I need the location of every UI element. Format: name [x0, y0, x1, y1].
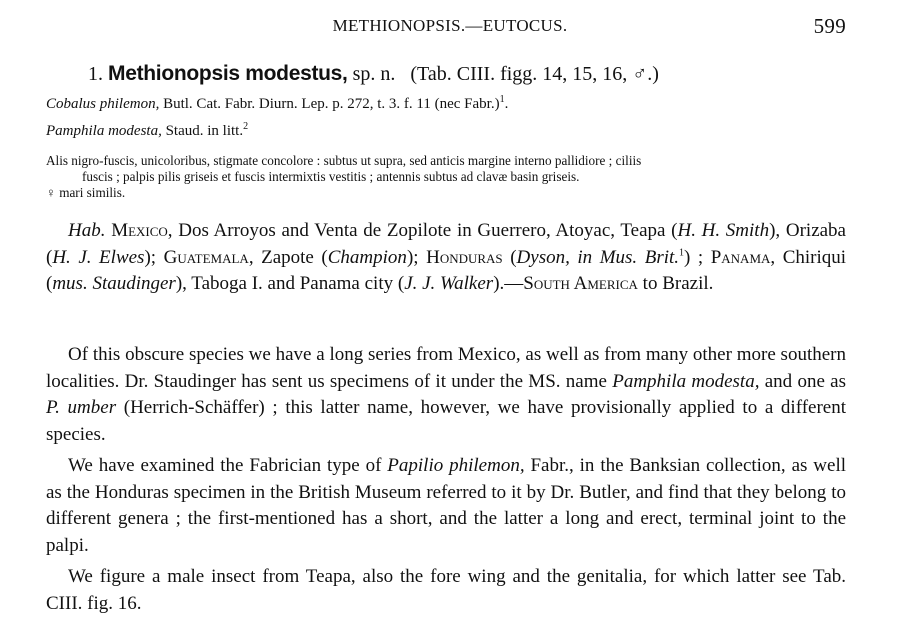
habitat-text: ), Orizaba (: [46, 220, 846, 268]
habitat-text: );: [406, 246, 427, 268]
collector: mus. Staudinger: [52, 273, 176, 294]
collector: J. J. Walker: [404, 273, 494, 294]
running-header: [0, 14, 900, 40]
synonym-name: Cobalus philemon,: [46, 96, 160, 112]
synonym-citation: Butl. Cat. Fabr. Diurn. Lep. p. 272, t. 3. f. 11 (nec Fabr.): [163, 96, 500, 112]
synonym-citation: Staud. in litt.: [165, 123, 244, 139]
species-number: 1.: [88, 63, 103, 85]
page-number: 599: [813, 14, 846, 38]
footnote-marker: 1: [679, 247, 685, 259]
diagnosis-line: fuscis ; palpis pilis griseis et fuscis intermixtis vestitis ; antennis subtus ad clavæ basin griseis.: [82, 169, 580, 184]
habitat-text: to Brazil.: [637, 273, 714, 294]
species-status: sp. n.: [352, 63, 396, 85]
italic-taxon: Papilio philemon,: [387, 455, 525, 476]
plate-reference: (Tab. CIII. figg. 14, 15, 16, ♂.): [410, 63, 659, 85]
running-title: METHIONOPSIS.—EUTOCUS.: [332, 16, 568, 35]
habitat-paragraph: [46, 218, 846, 298]
collector: Champion: [327, 246, 407, 268]
habitat-text: (: [502, 246, 517, 268]
footnote-marker: 2: [243, 121, 249, 132]
paragraph-text: Of this obscure species we have a long series from Mexico, as well as from many other more southern localities. Dr. Staudinger has sent us specimens of it under the MS. name: [46, 344, 846, 392]
habitat-text: ) ;: [684, 246, 711, 268]
collector: Dyson, in Mus. Brit.: [516, 246, 680, 268]
synonym-line: [46, 123, 248, 140]
habitat-text: Dos Arroyos and Venta de Zopilote in Guerrero, Atoyac, Teapa (: [178, 220, 678, 241]
diagnosis-line: ♀ mari similis.: [46, 185, 126, 200]
synonym-line: [46, 96, 508, 113]
footnote-marker: 1: [499, 94, 505, 105]
species-heading: [88, 62, 659, 86]
italic-taxon: Pamphila modesta,: [612, 370, 760, 392]
synonym-name: Pamphila modesta,: [46, 123, 162, 139]
paragraph-text: (Herrich-Schäffer) ; this latter name, however, we have provisionally applied to a different species.: [46, 397, 846, 445]
locality-south-america: South America: [523, 273, 638, 294]
synonym-end: .: [504, 96, 509, 112]
body-paragraph: [46, 342, 846, 448]
habitat-text: Chiriqui (: [46, 246, 847, 294]
species-name: Methionopsis modestus,: [108, 62, 348, 85]
habitat-text: ), Taboga I. and Panama city (: [175, 273, 405, 294]
paragraph-text: We have examined the Fabrician type of: [68, 455, 388, 476]
paragraph-text: Fabr., in the Banksian collection, as well as the Honduras specimen in the British Museum referred to it by Dr. Butler, and find that they belong to different genera ; the first-mentioned has a short, and the latter a long and erect, terminal joint to the palpi.: [46, 455, 846, 556]
body-paragraph: [46, 564, 846, 617]
locality-mexico: Mexico,: [111, 220, 173, 241]
italic-taxon: P. umber: [46, 397, 117, 418]
body-paragraph: [46, 453, 846, 559]
habitat-text: ).—: [493, 273, 524, 294]
diagnosis-line: Alis nigro-fuscis, unicoloribus, stigmate concolore : subtus ut supra, sed anticis margine interno pallidiore ; ciliis: [46, 153, 642, 168]
habitat-text: );: [144, 246, 164, 268]
locality-guatemala: Guatemala,: [163, 246, 254, 268]
collector: H. J. Elwes: [52, 246, 145, 268]
habitat-text: Zapote (: [253, 246, 328, 268]
paragraph-text: We figure a male insect from Teapa, also the fore wing and the genitalia, for which latter see Tab. CIII. fig. 16.: [46, 566, 846, 614]
hab-label: Hab.: [68, 220, 106, 241]
collector: H. H. Smith: [677, 220, 770, 241]
locality-honduras: Honduras: [426, 246, 503, 268]
latin-diagnosis: [46, 153, 856, 201]
paragraph-text: and one as: [759, 370, 846, 392]
locality-panama: Panama,: [710, 246, 776, 268]
